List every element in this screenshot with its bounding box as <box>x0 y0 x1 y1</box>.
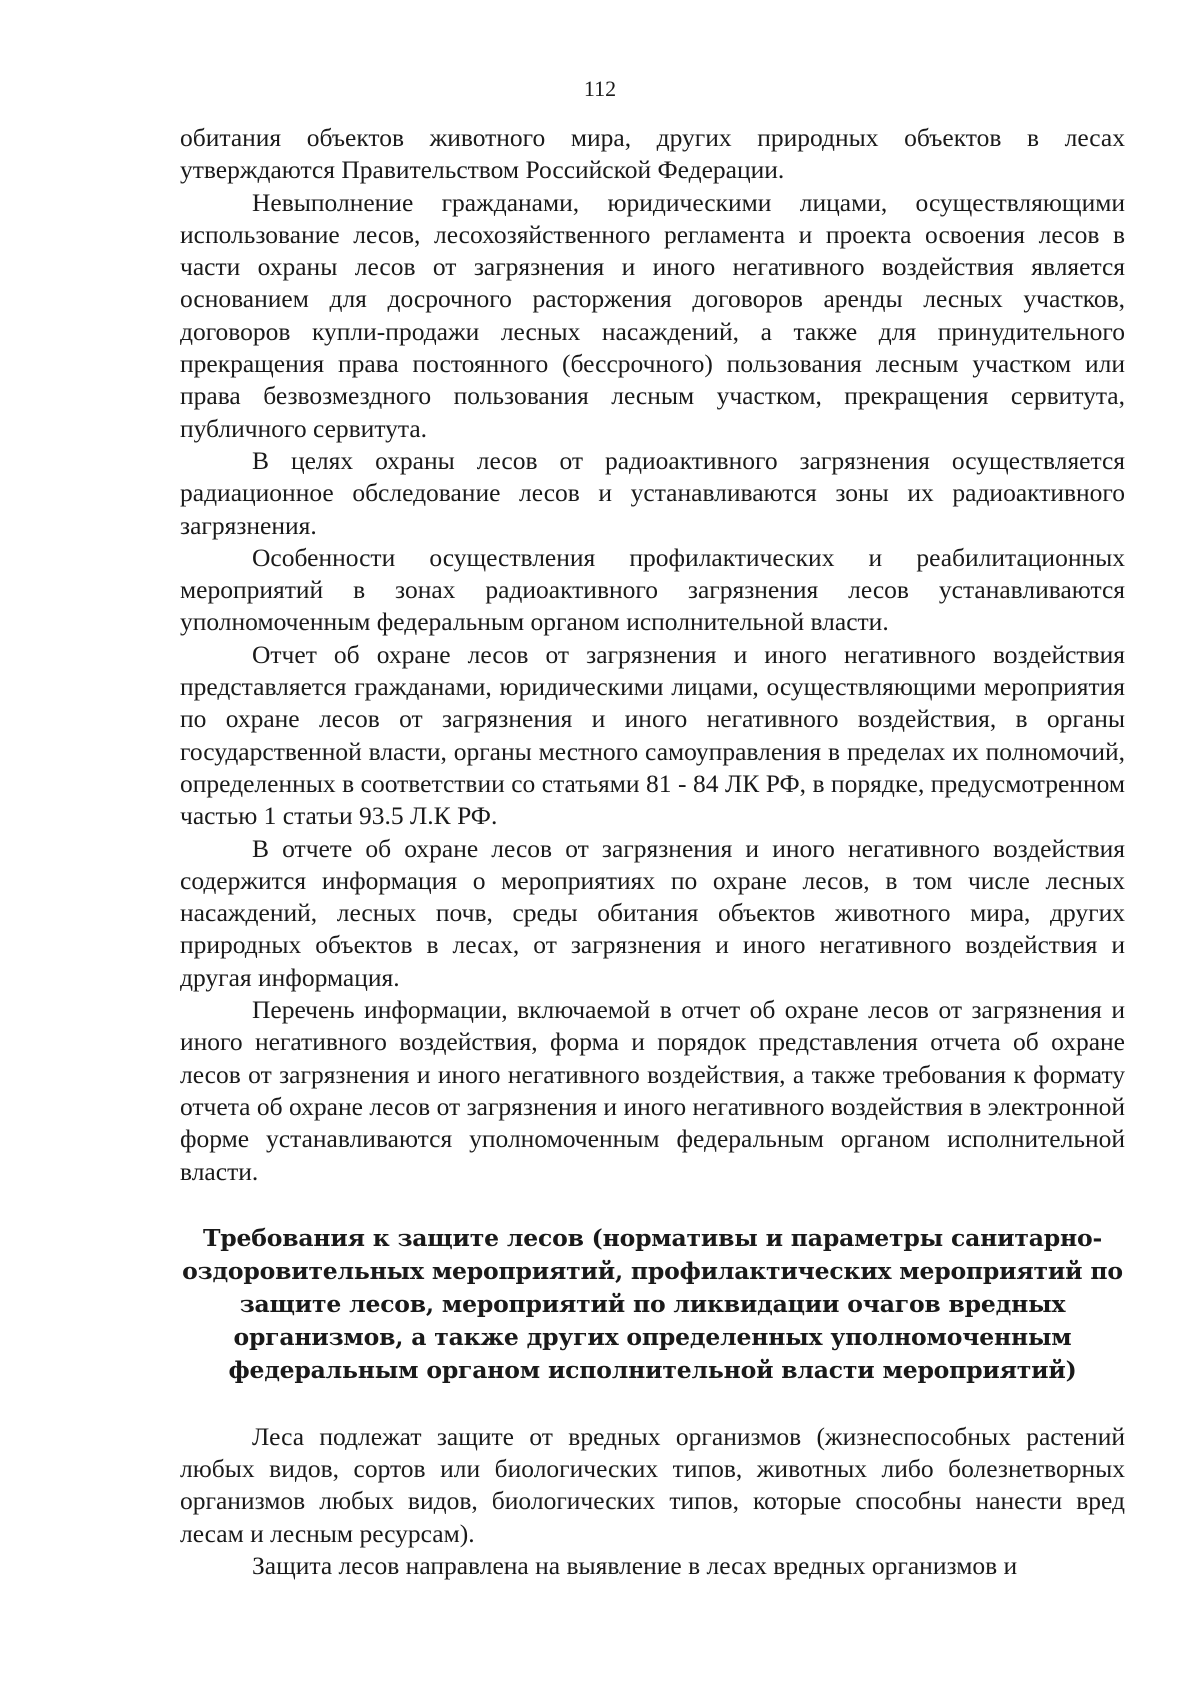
page-content <box>180 122 1125 1582</box>
paragraphs-after-heading <box>180 1421 1125 1582</box>
paragraph: Отчет об охране лесов от загрязнения и иного негативного воздействия представляется гражданами, юридическими лицами, осуществляющими мероприятия по охране лесов от загрязнения и иного негативного воздействия, в органы государственной власти, органы местного самоуправления в пределах их полномочий, определенных в соответствии со статьями 81 - 84 ЛК РФ, в порядке, предусмотренном частью 1 статьи 93.5 Л.К РФ. <box>180 639 1125 831</box>
page-number: 112 <box>583 76 617 101</box>
paragraph: Защита лесов направлена на выявление в лесах вредных организмов и <box>252 1550 1018 1580</box>
paragraph: Леса подлежат защите от вредных организмов (жизнеспособных растений любых видов, сортов или биологических типов, животных либо болезнетворных организмов любых видов, биологических типов, которые способны нанести вред лесам и лесным ресурсам). <box>180 1421 1125 1548</box>
paragraph: В отчете об охране лесов от загрязнения и иного негативного воздействия содержится информация о мероприятиях по охране лесов, в том числе лесных насаждений, лесных почв, среды обитания объектов животного мира, других природных объектов в лесах, от загрязнения и иного негативного воздействия и другая информация. <box>180 833 1125 992</box>
paragraph: Особенности осуществления профилактических и реабилитационных мероприятий в зонах радиоактивного загрязнения лесов устанавливаются уполномоченным федеральным органом исполнительной власти. <box>180 542 1125 637</box>
paragraph: обитания объектов животного мира, других природных объектов в лесах утверждаются Правительством Российской Федерации. <box>180 123 1125 185</box>
paragraph: В целях охраны лесов от радиоактивного загрязнения осуществляется радиационное обследование лесов и устанавливаются зоны их радиоактивного загрязнения. <box>180 445 1125 540</box>
section-heading: Требования к защите лесов (нормативы и параметры санитарно-оздоровительных мероприятий, профилактических мероприятий по защите лесов, мероприятий по ликвидации очагов вредных организмов, а также других определенных уполномоченным федеральным органом исполнительной власти мероприятий) <box>182 1223 1123 1384</box>
paragraphs-before-heading <box>180 122 1125 1188</box>
paragraph: Перечень информации, включаемой в отчет об охране лесов от загрязнения и иного негативного воздействия, форма и порядок представления отчета об охране лесов от загрязнения и иного негативного воздействия, а также требования к формату отчета об охране лесов от загрязнения и иного негативного воздействия в электронной форме устанавливаются уполномоченным федеральным органом исполнительной власти. <box>180 995 1125 1186</box>
paragraph: Невыполнение гражданами, юридическими лицами, осуществляющими использование лесов, лесохозяйственного регламента и проекта освоения лесов в части охраны лесов от загрязнения и иного негативного воздействия является основанием для досрочного расторжения договоров аренды лесных участков, договоров купли-продажи лесных насаждений, а также для принудительного прекращения права постоянного (бессрочного) пользования лесным участком или права безвозмездного пользования лесным участком, прекращения сервитута, публичного сервитута. <box>180 187 1125 443</box>
